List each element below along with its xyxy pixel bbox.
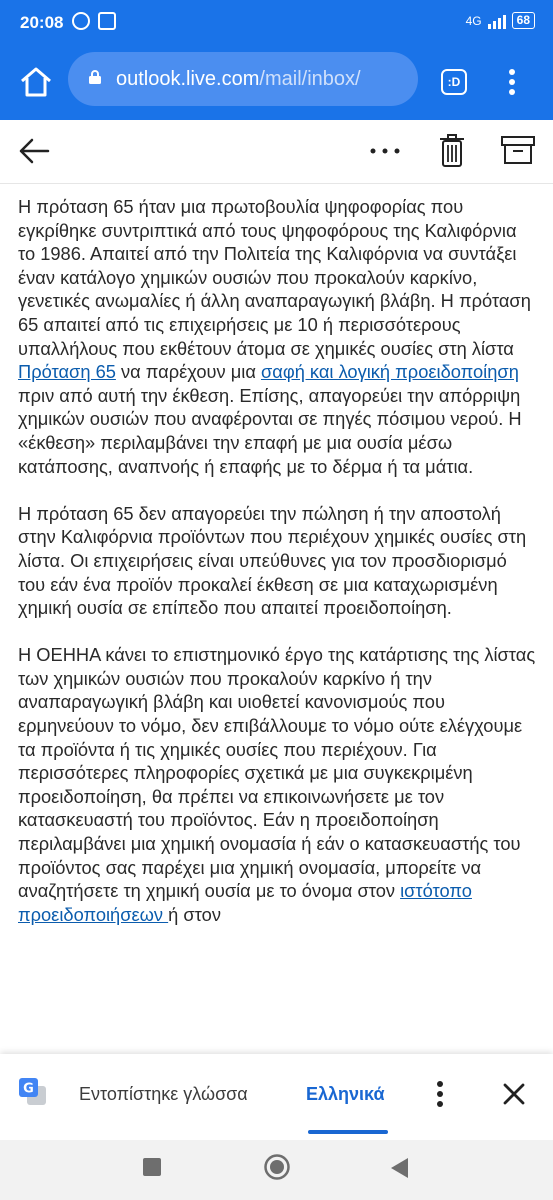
address-bar[interactable] bbox=[68, 52, 418, 106]
lock-icon bbox=[88, 70, 102, 84]
notification-icon bbox=[98, 12, 116, 30]
url-path: /mail/inbox/ bbox=[259, 68, 361, 90]
mail-toolbar bbox=[0, 120, 553, 184]
status-time: 20:08 bbox=[20, 13, 64, 32]
google-translate-icon bbox=[18, 1077, 48, 1107]
status-right bbox=[466, 12, 535, 29]
home-icon[interactable] bbox=[18, 64, 54, 100]
email-link[interactable]: Πρόταση 65 bbox=[18, 361, 116, 383]
svg-text:G: G bbox=[23, 1081, 34, 1097]
back-arrow-icon[interactable] bbox=[16, 136, 52, 166]
language-tab-indicator bbox=[308, 1130, 388, 1134]
url-host: outlook.live.com bbox=[116, 68, 260, 90]
browser-url-bar bbox=[0, 44, 553, 120]
close-icon[interactable] bbox=[501, 1081, 527, 1107]
archive-icon[interactable] bbox=[500, 134, 536, 166]
trash-icon[interactable] bbox=[438, 132, 466, 168]
signal-icon bbox=[488, 13, 506, 29]
network-type: 4G bbox=[465, 13, 482, 28]
home-nav-icon[interactable] bbox=[263, 1153, 291, 1181]
battery-level: 68 bbox=[512, 12, 535, 29]
translate-menu-icon[interactable] bbox=[430, 1077, 450, 1111]
email-text: Η πρόταση 65 δεν απαγορεύει την πώληση ή την αποστολή στην Καλιφόρνια προϊόντων που περιέχουν χημικές ουσίες στη λίστα. Οι επιχειρήσεις είναι υπεύθυνες για τον προσδιορισμό του εάν ένα προϊόν προκαλεί έκθεση σε μια καταχωρισμένη χημική ουσία σε επίπεδο που απαιτεί προειδοποίηση. bbox=[18, 502, 527, 619]
menu-icon[interactable] bbox=[502, 64, 522, 100]
recent-apps-icon[interactable] bbox=[143, 1158, 161, 1176]
back-nav-icon[interactable] bbox=[388, 1156, 410, 1180]
status-notification-icons bbox=[72, 12, 116, 30]
email-paragraph bbox=[18, 502, 538, 620]
email-text: Η πρόταση 65 ήταν μια πρωτοβουλία ψηφοφορίας που εγκρίθηκε συντριπτικά από τους ψηφοφόρους της Καλιφόρνια το 1986. Απαιτεί από την Πολιτεία της Καλιφόρνια να συντάξει έναν κατάλογο χημικών ουσιών που προκαλούν καρκίνο, γενετικές ανωμαλίες ή άλλη αναπαραγωγική βλάβη. Η πρόταση 65 απαιτεί από τις επιχειρήσεις με 10 ή περισσότερους υπαλλήλους που εκθέτουν άτομα σε χημικές ουσίες στη λίστα bbox=[18, 196, 531, 359]
status-bar bbox=[0, 0, 553, 44]
email-body bbox=[18, 195, 538, 1055]
email-text: Η ΟΕΗΗΑ κάνει το επιστημονικό έργο της κατάρτισης της λίστας των χημικών ουσιών που προκαλούν καρκίνο ή την αναπαραγωγική βλάβη και υιοθετεί κανονισμούς που ερμηνεύουν το νόμο, δεν επιβάλλουμε το νόμο ούτε ελέγχουμε τα προϊόντα ή τις χημικές ουσίες που περιέχουν. Για περισσότερες πληροφορίες σχετικά με μια συγκεκριμένη προειδοποίηση, θα πρέπει να επικοινωνήσετε με τον κατασκευαστή του προϊόντος. Εάν η προειδοποίηση περιλαμβάνει μια χημική ονομασία ή εάν ο κατασκευαστής του προϊόντος σας παρέχει μια χημική ονομασία, μπορείτε να αναζητήσετε τη χημική ουσία με το όνομα στον bbox=[18, 644, 536, 902]
more-horizontal-icon[interactable] bbox=[368, 140, 402, 162]
email-paragraph bbox=[18, 195, 538, 478]
tab-language-greek[interactable]: Ελληνικά bbox=[306, 1084, 385, 1104]
email-text: να παρέχουν μια bbox=[115, 361, 261, 383]
email-text: πριν από αυτή την έκθεση. Επίσης, απαγορεύει την απόρριψη χημικών ουσιών που αναφέρονται σε πηγές πόσιμου νερού. Η «έκθεση» περιλαμβάνει την επαφή με μια ουσία μέσω κατάποσης, αναπνοής ή επαφής με το δέρμα ή τα μάτια. bbox=[18, 384, 522, 477]
email-link[interactable]: ιστότοπο προειδοποιήσεων bbox=[18, 880, 472, 925]
tab-switcher-icon[interactable]: :D bbox=[441, 69, 467, 95]
translate-bar bbox=[0, 1054, 553, 1140]
detected-language-label: Εντοπίστηκε γλώσσα bbox=[79, 1084, 248, 1104]
email-text: ή στον bbox=[168, 903, 221, 925]
email-link[interactable]: σαφή και λογική προειδοποίηση bbox=[260, 361, 519, 383]
email-paragraph bbox=[18, 643, 538, 926]
alarm-icon bbox=[72, 12, 90, 30]
